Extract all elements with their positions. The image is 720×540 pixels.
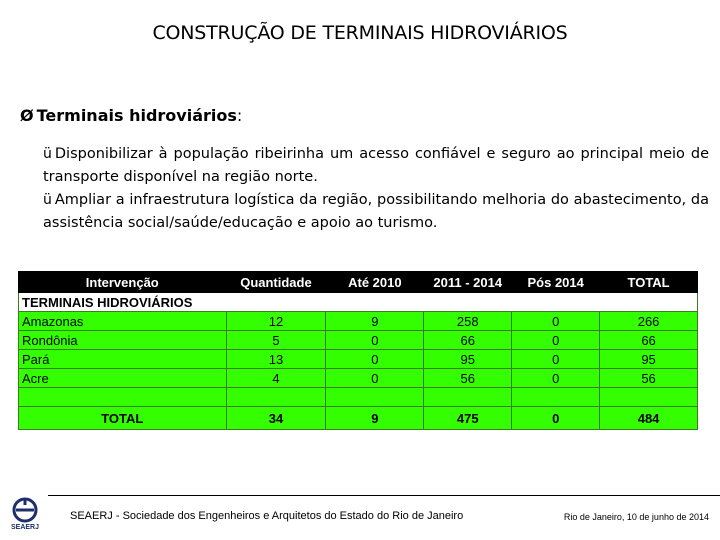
total-after-2014: 0 [512,407,600,430]
spacer-cell [424,388,512,407]
table-row [19,369,698,388]
table-header-row [19,272,698,293]
total-label: TOTAL [19,407,227,430]
cell-2011-2014: 258 [424,312,512,331]
cell-total: 95 [600,350,698,369]
bullet-text: Ampliar a infraestrutura logística da região, possibilitando melhoria do abastecimento, da assistência social/saúde/educação e apoio ao turismo. [43,192,709,231]
total-total: 484 [600,407,698,430]
check-icon: ü [43,192,52,208]
row-name: Acre [19,369,227,388]
cell-after-2014: 0 [512,331,600,350]
column-header: 2011 - 2014 [424,272,512,293]
row-name: Rondônia [19,331,227,350]
table-row [19,350,698,369]
cell-after-2014: 0 [512,312,600,331]
cell-quantity: 5 [226,331,326,350]
spacer-cell [512,388,600,407]
spacer-cell [326,388,424,407]
cell-quantity: 4 [226,369,326,388]
spacer-cell [226,388,326,407]
cell-2011-2014: 95 [424,350,512,369]
spacer-cell [19,388,227,407]
cell-quantity: 13 [226,350,326,369]
cell-total: 266 [600,312,698,331]
column-header: Intervenção [19,272,227,293]
bullet-list [43,143,709,235]
table-total-row [19,407,698,430]
cell-quantity: 12 [226,312,326,331]
table-row [19,312,698,331]
bullet-item [43,143,709,189]
column-header: Pós 2014 [512,272,600,293]
footer-organization: SEAERJ - Sociedade dos Engenheiros e Arquitetos do Estado do Rio de Janeiro [70,510,464,522]
cell-2011-2014: 56 [424,369,512,388]
column-header: Até 2010 [326,272,424,293]
total-quantity: 34 [226,407,326,430]
section-heading-text: Terminais hidroviários [36,106,237,125]
footer-divider [48,495,720,496]
spacer-cell [600,388,698,407]
slide-title: CONSTRUÇÃO DE TERMINAIS HIDROVIÁRIOS [152,22,568,44]
table-section-row [19,293,698,312]
section-heading-colon: : [236,106,243,125]
cell-after-2014: 0 [512,350,600,369]
footer-date: Rio de Janeiro, 10 de junho de 2014 [563,512,709,522]
cell-after-2014: 0 [512,369,600,388]
row-name: Amazonas [19,312,227,331]
arrow-bullet-icon: Ø [20,106,34,125]
column-header: Quantidade [226,272,326,293]
check-icon: ü [43,146,52,162]
table-row [19,331,698,350]
total-until-2010: 9 [326,407,424,430]
section-label: TERMINAIS HIDROVIÁRIOS [19,293,698,312]
table-spacer-row [19,388,698,407]
row-name: Pará [19,350,227,369]
terminals-table [18,271,698,430]
cell-2011-2014: 66 [424,331,512,350]
cell-until-2010: 9 [326,312,424,331]
cell-until-2010: 0 [326,331,424,350]
logo-label: SEAERJ [10,524,39,531]
total-2011-2014: 475 [424,407,512,430]
bullet-item [43,189,709,235]
cell-total: 56 [600,369,698,388]
cell-until-2010: 0 [326,350,424,369]
section-heading [20,106,242,125]
cell-until-2010: 0 [326,369,424,388]
cell-total: 66 [600,331,698,350]
column-header: TOTAL [600,272,698,293]
bullet-text: Disponibilizar à população ribeirinha um acesso confiável e seguro ao principal meio de transporte disponível na região norte. [43,146,709,185]
